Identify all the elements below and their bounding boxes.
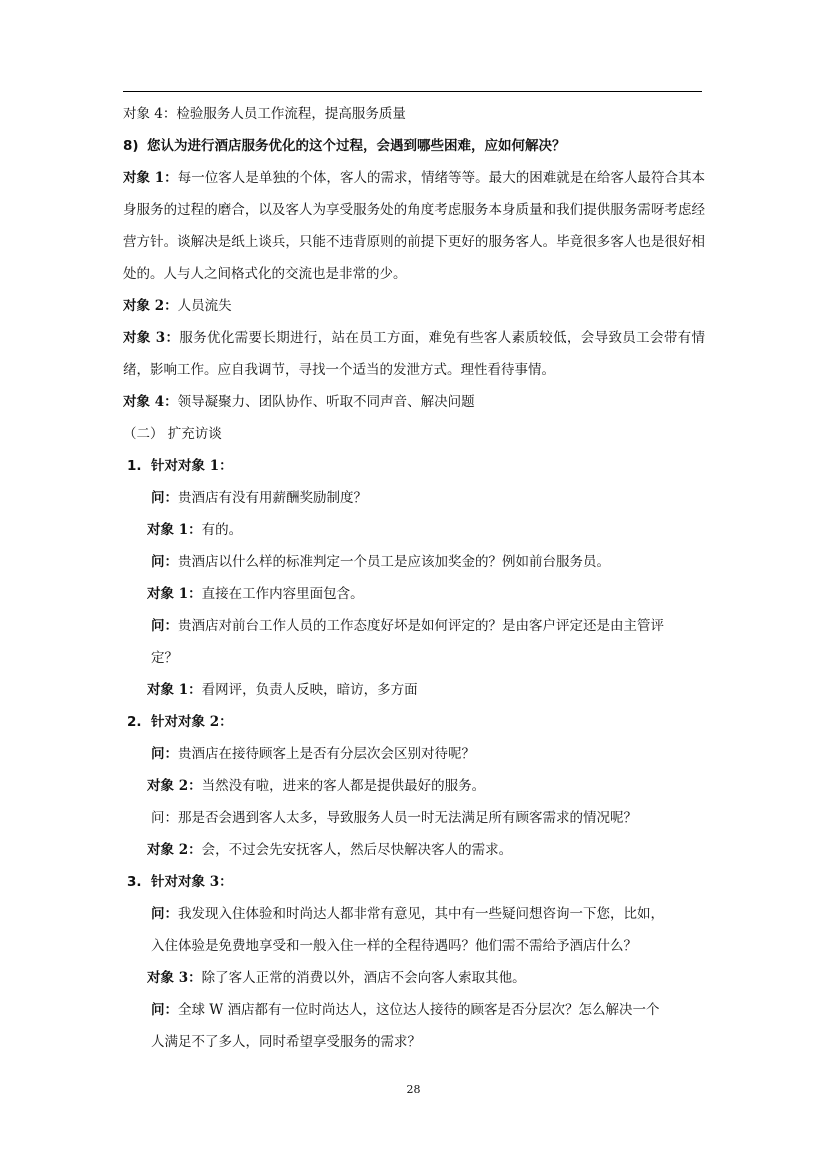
question-text: 贵酒店对前台工作人员的工作态度好坏是如何评定的？是由客户评定还是由主管评	[178, 618, 664, 634]
question-line: 问：那是否会遇到客人太多，导致服务人员一时无法满足所有顾客需求的情况呢？	[151, 810, 637, 826]
object-label: 对象 3：	[147, 970, 202, 986]
subsection-heading-2	[123, 706, 705, 738]
question-line	[123, 738, 705, 770]
answer-line	[123, 674, 705, 706]
question-text: 您认为进行酒店服务优化的这个过程，会遇到哪些困难，应如何解决？	[147, 138, 566, 154]
question-label: 问：	[151, 554, 178, 570]
subsection-number: 3.	[127, 874, 142, 890]
question-text: 贵酒店以什么样的标准判定一个员工是应该加奖金的？例如前台服务员。	[178, 554, 610, 570]
question-text: 全球 W 酒店都有一位时尚达人，这位达人接待的顾客是否分层次？怎么解决一个	[178, 1002, 660, 1018]
subsection-heading-3	[123, 866, 705, 898]
answer-text: 领导凝聚力、团队协作、听取不同声音、解决问题	[177, 394, 475, 410]
header-rule	[123, 91, 702, 92]
answer-text: 每一位客人是单独的个体，客人的需求，情绪等等。最大的困难就是在给客人最符合其本身服务的过程的磨合，以及客人为享受服务处的角度考虑服务本身质量和我们提供服务需呀考虑经营方针。谈解决是纸上谈兵，只能不违背原则的前提下更好的服务客人。毕竟很多客人也是很好相处的。人与人之间格式化的交流也是非常的少。	[123, 170, 706, 282]
answer-line	[123, 578, 705, 610]
object-label: 对象 4：	[123, 394, 178, 410]
question-8	[123, 130, 705, 162]
answer-text: 看网评，负责人反映，暗访，多方面	[201, 682, 418, 698]
page-number: 28	[406, 1083, 421, 1096]
answer-text: 服务优化需要长期进行，站在员工方面，难免有些客人素质较低，会导致员工会带有情绪，影响工作。应自我调节，寻找一个适当的发泄方式。理性看待事情。	[123, 330, 706, 378]
answer-object-2	[123, 290, 705, 322]
question-label: 问：	[151, 906, 178, 922]
answer-text: 会，不过会先安抚客人，然后尽快解决客人的需求。	[201, 842, 513, 858]
question-line-continued: 入住体验是免费地享受和一般入住一样的全程待遇吗？他们需不需给予酒店什么？	[151, 938, 637, 954]
answer-object-3	[123, 322, 705, 386]
subsection-number: 1.	[127, 458, 142, 474]
answer-object-4	[123, 386, 705, 418]
object-label: 对象 1：	[147, 522, 202, 538]
object-label: 对象 2：	[147, 778, 202, 794]
answer-line	[123, 834, 705, 866]
question-line	[123, 610, 705, 642]
answer-text: 直接在工作内容里面包含。	[201, 586, 364, 602]
question-text: 贵酒店在接待顾客上是否有分层次会区别对待呢？	[178, 746, 475, 762]
answer-text: 当然没有啦，进来的客人都是提供最好的服务。	[201, 778, 486, 794]
subsection-heading-1	[123, 450, 705, 482]
question-line-continued: 定？	[151, 650, 178, 666]
question-label: 问：	[151, 1002, 178, 1018]
answer-object-4-prev: 对象 4：检验服务人员工作流程，提高服务质量	[123, 106, 406, 122]
object-label: 对象 1：	[123, 170, 178, 186]
subsection-title: 针对对象 1：	[151, 458, 233, 474]
object-label: 对象 1：	[147, 682, 202, 698]
question-text: 我发现入住体验和时尚达人都非常有意见，其中有一些疑问想咨询一下您，比如，	[178, 906, 664, 922]
question-text: 贵酒店有没有用薪酬奖励制度？	[178, 490, 367, 506]
answer-text: 有的。	[201, 522, 243, 538]
subsection-number: 2.	[127, 714, 142, 730]
section-heading: （二） 扩充访谈	[123, 426, 222, 442]
answer-text: 除了客人正常的消费以外，酒店不会向客人索取其他。	[201, 970, 526, 986]
answer-line	[123, 514, 705, 546]
object-label: 对象 3：	[123, 330, 180, 346]
answer-line	[123, 962, 705, 994]
object-label: 对象 2：	[147, 842, 202, 858]
question-number: 8)	[123, 138, 139, 154]
subsection-title: 针对对象 3：	[151, 874, 233, 890]
answer-text: 人员流失	[177, 298, 232, 314]
object-label: 对象 1：	[147, 586, 202, 602]
answer-object-1	[123, 162, 705, 290]
question-line-continued: 人满足不了多人，同时希望享受服务的需求？	[151, 1034, 421, 1050]
question-line	[123, 994, 705, 1026]
subsection-title: 针对对象 2：	[151, 714, 233, 730]
page-content	[123, 98, 705, 1058]
question-line	[123, 546, 705, 578]
question-line	[123, 482, 705, 514]
object-label: 对象 2：	[123, 298, 178, 314]
question-line	[123, 898, 705, 930]
question-label: 问：	[151, 746, 178, 762]
question-label: 问：	[151, 490, 178, 506]
question-label: 问：	[151, 618, 178, 634]
answer-line	[123, 770, 705, 802]
